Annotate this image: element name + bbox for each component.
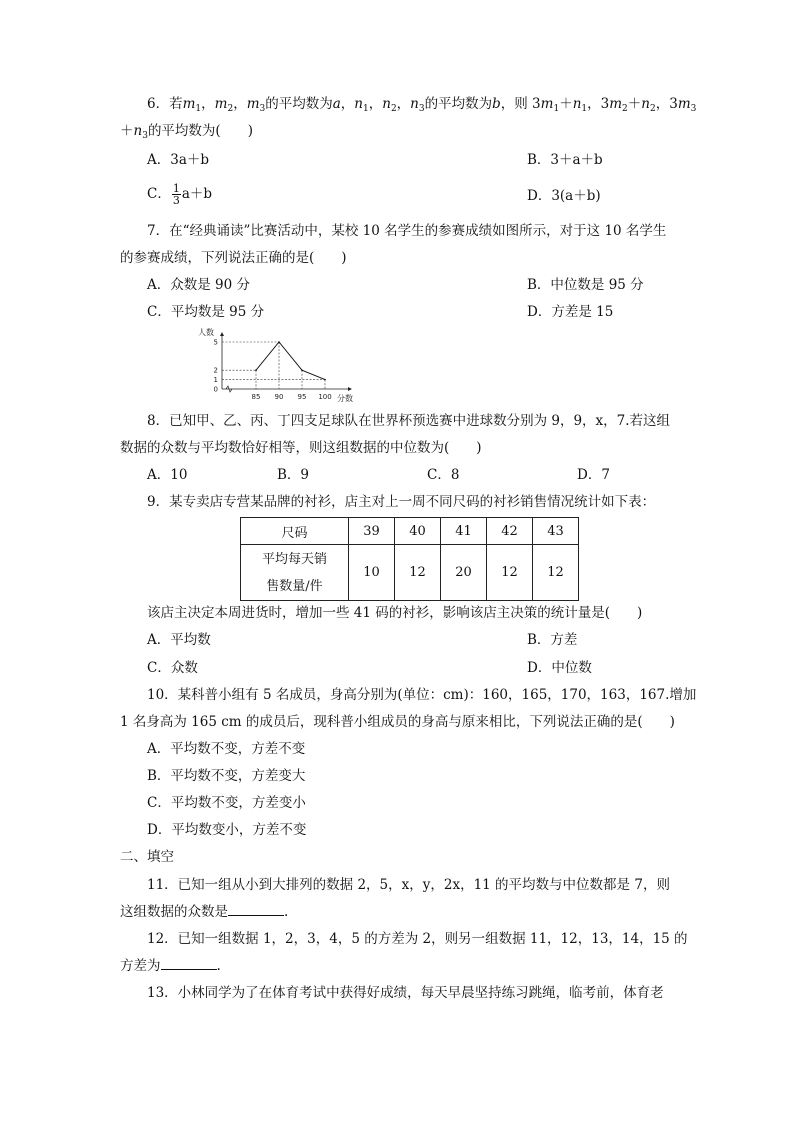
table-size-cell: 41 (441, 518, 487, 545)
q6-line2: $+n_3$的平均数为( ) (120, 123, 253, 141)
y-axis-label: 人数 (198, 328, 214, 337)
q11-line2: 这组数据的众数是 . (120, 904, 289, 920)
q7-line2: 的参赛成绩，下列说法正确的是( ) (120, 250, 347, 266)
q8-option-d: D．7 (577, 467, 610, 483)
q6-option-b: B．3＋a＋b (527, 152, 603, 168)
y-tick-label: 2 (213, 366, 218, 375)
table-value-cell: 12 (395, 545, 441, 601)
x-tick-label: 90 (274, 393, 284, 401)
answer-blank (228, 903, 284, 916)
q11-line1: 11．已知一组从小到大排列的数据 2，5，x，y，2x，11 的平均数与中位数都是 7，则 (147, 877, 670, 893)
q10-line2: 1 名身高为 165 cm 的成员后，现科普小组成员的身高与原来相比，下列说法正确的是( ) (120, 714, 675, 730)
q7-option-a: A．众数是 90 分 (147, 277, 251, 293)
q7-option-c: C．平均数是 95 分 (147, 304, 265, 320)
x-axis-label: 分数 (337, 394, 353, 402)
q9-line2: 该店主决定本周进货时，增加一些 41 码的衬衫，影响该店主决策的统计量是( ) (147, 605, 643, 621)
y-tick-label: 0 (213, 385, 218, 394)
q10-option-a: A．平均数不变，方差不变 (147, 741, 306, 757)
table-header-size: 尺码 (241, 518, 349, 545)
y-tick-label: 1 (213, 376, 218, 385)
answer-blank (161, 957, 217, 970)
q9-line1: 9．某专卖店专营某品牌的衬衫，店主对上一周不同尺码的衬衫销售情况统计如下表： (147, 494, 656, 510)
q10-option-d: D．平均数变小，方差不变 (147, 822, 307, 838)
fraction: $\frac{1}{3}$ (172, 182, 180, 207)
q10-option-b: B．平均数不变，方差变大 (147, 768, 306, 784)
q6-line1: 6．若$m_1$，$m_2$，$m_3$的平均数为a，$n_1$，$n_2$，$n_3$的平均数为b，则 $3m_1+n_1$，$3m_2+n_2$，$3m_3$ (147, 96, 697, 114)
table-size-cell: 42 (487, 518, 533, 545)
table-value-cell: 10 (349, 545, 395, 601)
q8-option-a: A．10 (147, 467, 188, 483)
q8-line1: 8．已知甲、乙、丙、丁四支足球队在世界杯预选赛中进球数分别为 9，9，x，7.若这组 (147, 413, 671, 429)
q9-option-b: B．方差 (527, 632, 578, 648)
table-size-cell: 40 (395, 518, 441, 545)
x-tick-label: 100 (318, 393, 332, 401)
q8-line2: 数据的众数与平均数恰好相等，则这组数据的中位数为( ) (120, 440, 482, 456)
series-line (256, 342, 325, 380)
q7-option-d: D．方差是 15 (527, 304, 614, 320)
q7-option-b: B．中位数是 95 分 (527, 277, 644, 293)
y-tick-label: 5 (213, 338, 218, 347)
q8-option-b: B．9 (277, 467, 310, 483)
x-tick-label: 85 (251, 393, 261, 401)
table-value-cell: 12 (533, 545, 579, 601)
q7-line1: 7．在“经典诵读”比赛活动中，某校 10 名学生的参赛成绩如图所示，对于这 10 名学生 (147, 223, 667, 239)
q9-option-d: D．中位数 (527, 660, 592, 676)
table-size-cell: 43 (533, 518, 579, 545)
q6-option-d: D．3(a＋b) (527, 188, 601, 204)
table-row-label: 平均每天销 售数量/件 (241, 545, 349, 601)
table-value-cell: 20 (441, 545, 487, 601)
q6-option-a: A．3a＋b (147, 152, 210, 168)
q10-option-c: C．平均数不变，方差变小 (147, 795, 306, 811)
q9-option-a: A．平均数 (147, 632, 211, 648)
q9-option-c: C．众数 (147, 660, 198, 676)
q12-line1: 12．已知一组数据 1，2，3，4，5 的方差为 2，则另一组数据 11，12，13，14，15 的 (147, 931, 688, 947)
data-point (255, 369, 257, 371)
q7-chart (196, 326, 366, 402)
q6-option-c: C． $\frac{1}{3}$ a＋b (147, 182, 213, 207)
size-sales-table (240, 517, 579, 601)
q12-line2: 方差为 . (120, 958, 221, 974)
table-size-cell: 39 (349, 518, 395, 545)
x-axis-arrow (348, 387, 352, 391)
x-tick-label: 95 (297, 393, 307, 401)
q10-line1: 10．某科普小组有 5 名成员，身高分别为(单位：cm)：160，165，170，163，167.增加 (147, 687, 697, 703)
data-point (324, 379, 326, 381)
data-point (301, 369, 303, 371)
section-title: 二、填空 (120, 849, 174, 865)
y-axis-arrow (220, 332, 224, 336)
q8-option-c: C．8 (427, 467, 460, 483)
data-point (278, 341, 280, 343)
table-value-cell: 12 (487, 545, 533, 601)
q13-line1: 13．小林同学为了在体育考试中获得好成绩，每天早晨坚持练习跳绳，临考前，体育老 (147, 985, 664, 1001)
